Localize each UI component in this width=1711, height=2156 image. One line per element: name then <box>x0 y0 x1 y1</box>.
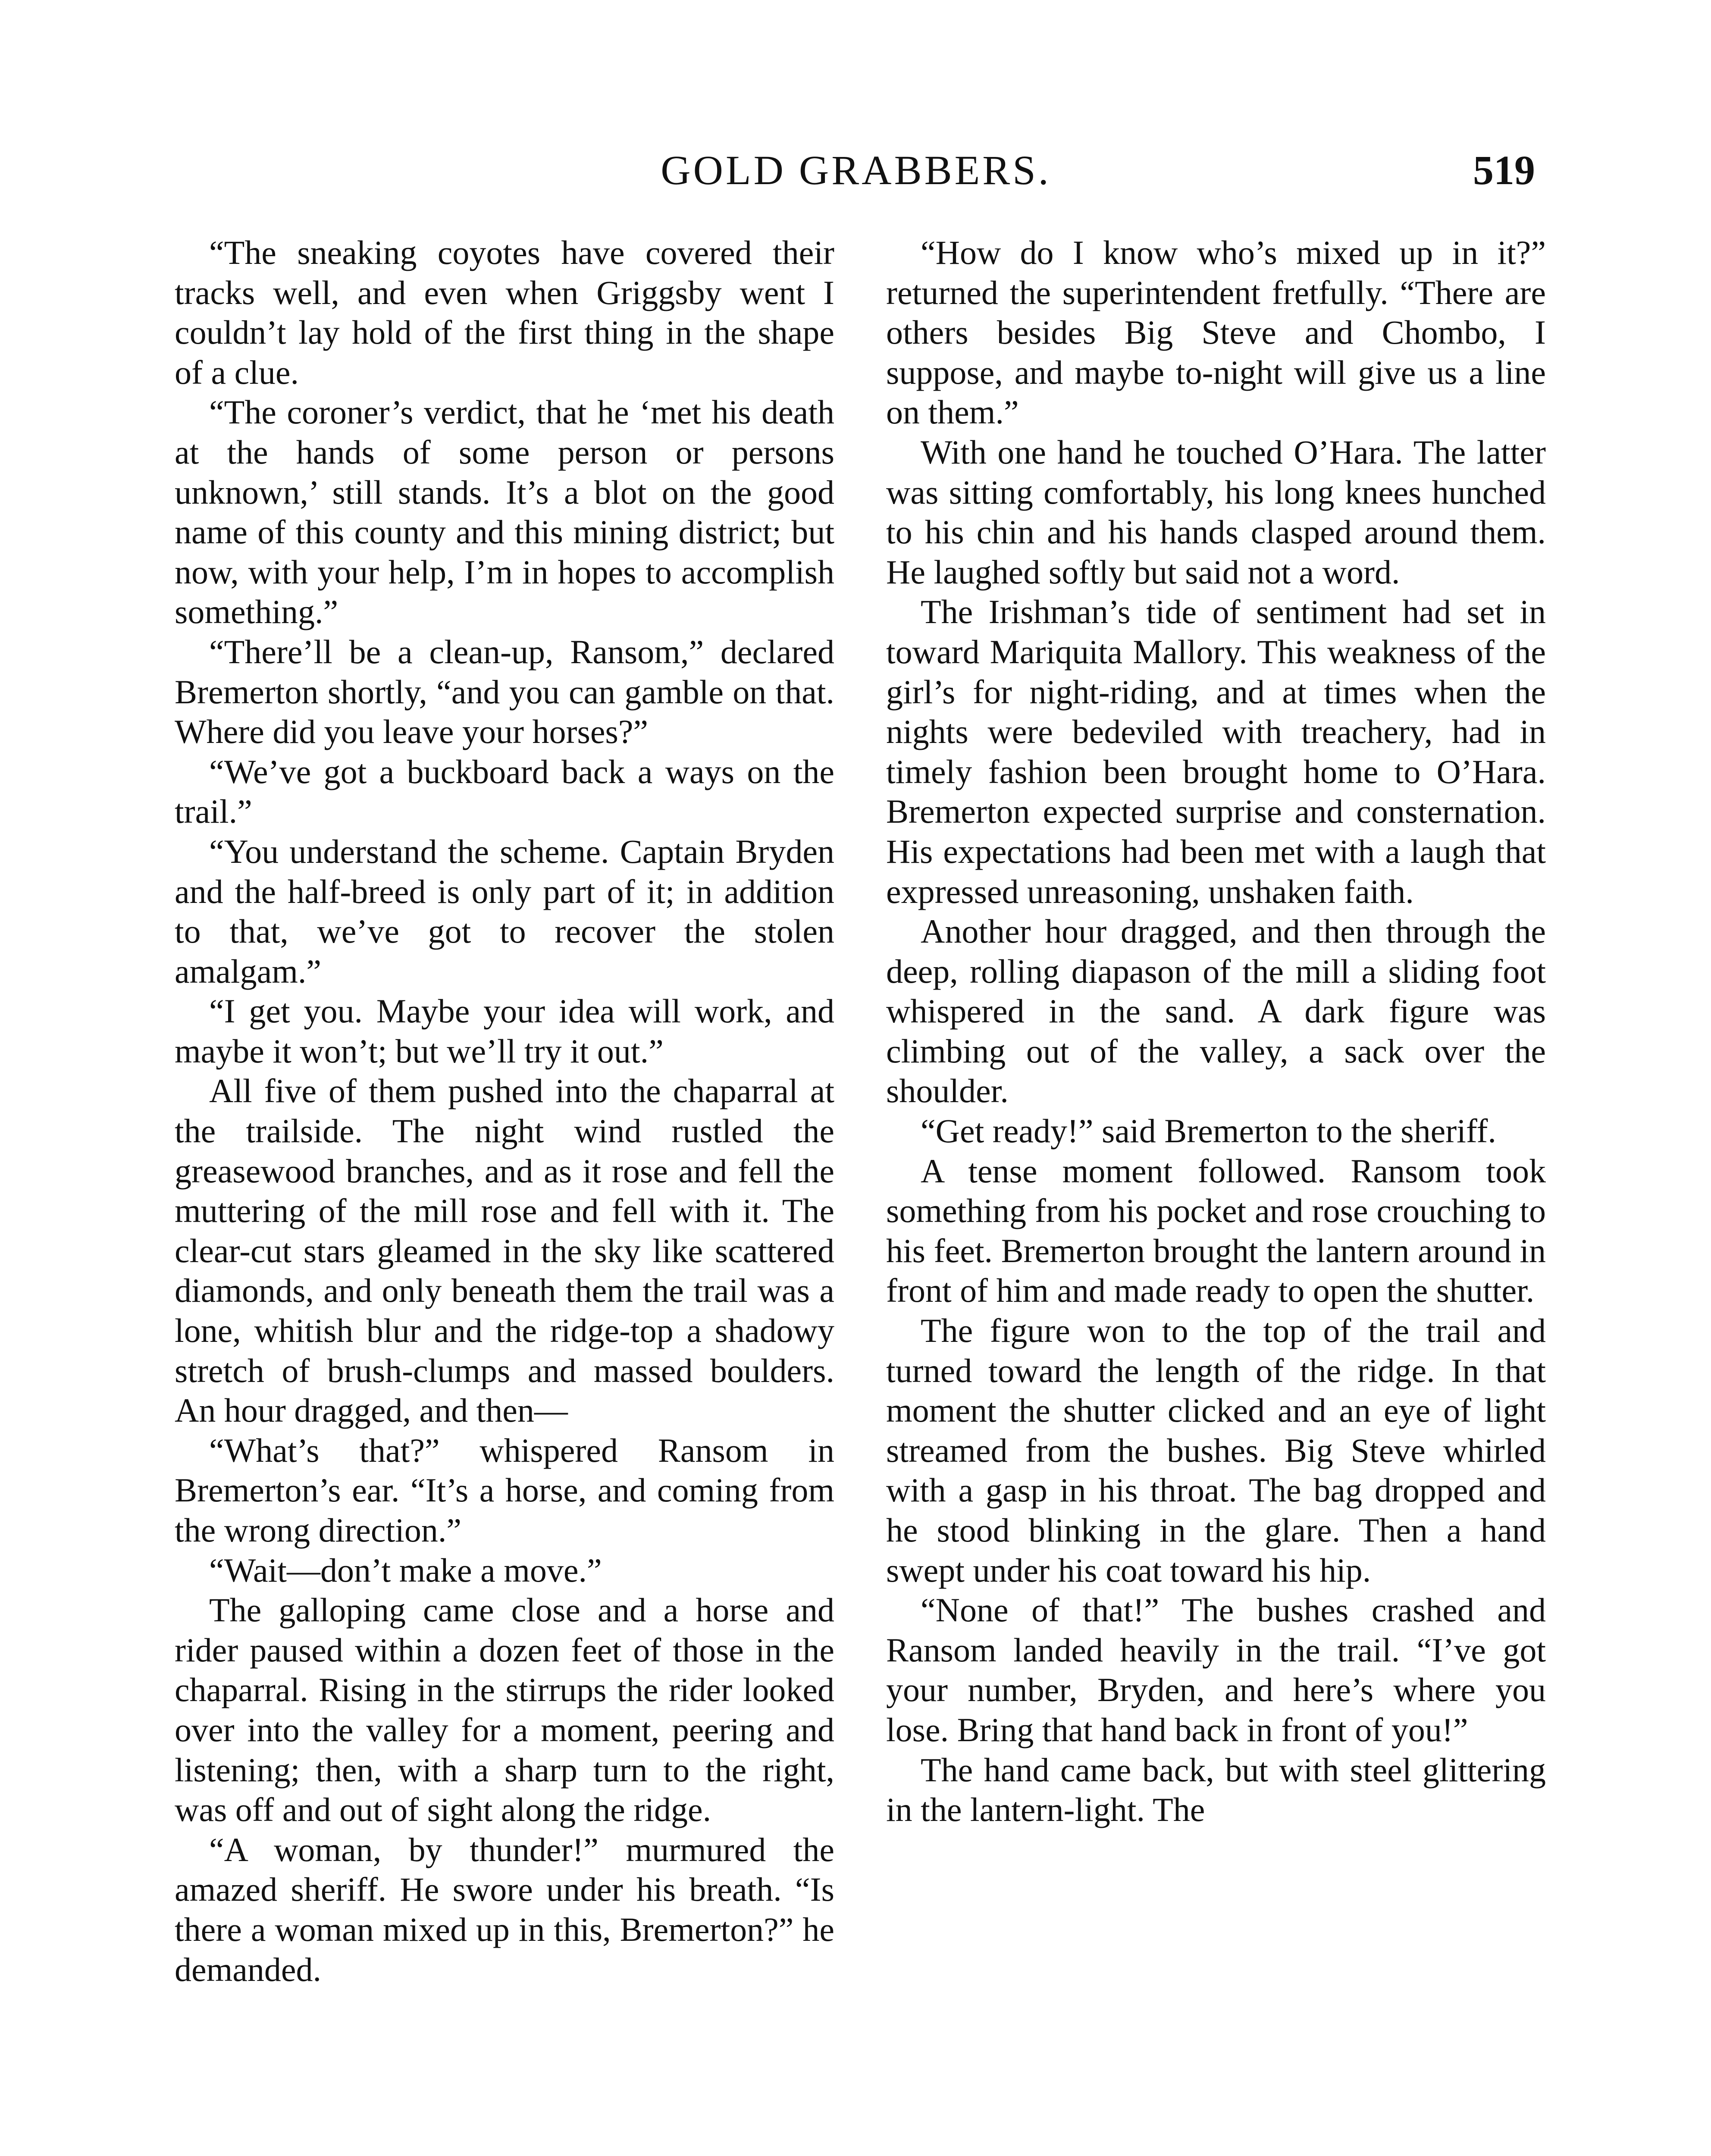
page-header <box>177 142 1535 198</box>
paragraph: The Irishman’s tide of sentiment had set in toward Mariquita Mallory. This weakness of the girl’s for night-riding, and at times when the nights were bedeviled with treachery, had in timely fashion been brought home to O’Hara. Bremerton expected surprise and consternation. His expectations had been met with a laugh that expressed unreasoning, unshaken faith. <box>886 593 1546 910</box>
right-column <box>886 233 1546 1830</box>
paragraph: “The sneaking coyotes have covered their tracks well, and even when Griggsby went I couldn’t lay hold of the first thing in the shape of a clue. <box>175 234 834 391</box>
paragraph: A tense moment followed. Ransom took something from his pocket and rose crouching to his feet. Bremerton brought the lantern around in front of him and made ready to open the shutter. <box>886 1152 1546 1310</box>
paragraph: “You understand the scheme. Captain Bryden and the half-breed is only part of it; in addition to that, we’ve got to recover the stolen amalgam.” <box>175 832 834 990</box>
paragraph: The galloping came close and a horse and rider paused within a dozen feet of those in the chaparral. Rising in the stirrups the rider looked over into the valley for a moment, peering and listening; then, with a sharp turn to the right, was off and out of sight along the ridge. <box>175 1591 834 1829</box>
left-column <box>175 233 834 1990</box>
paragraph: “There’ll be a clean-up, Ransom,” declared Bremerton shortly, “and you can gamble on that. Where did you leave your horses?” <box>175 633 834 751</box>
paragraph: The figure won to the top of the trail and turned toward the length of the ridge. In that moment the shutter clicked and an eye of light streamed from the bushes. Big Steve whirled with a gasp in his throat. The bag dropped and he stood blinking in the glare. Then a hand swept under his coat toward his hip. <box>886 1312 1546 1589</box>
paragraph: With one hand he touched O’Hara. The latter was sitting comfortably, his long knees hunched to his chin and his hands clasped around them. He laughed softly but said not a word. <box>886 433 1546 591</box>
paragraph: “Wait—don’t make a move.” <box>209 1551 602 1589</box>
page-number: 519 <box>1473 147 1535 193</box>
paragraph: Another hour dragged, and then through the deep, rolling diapason of the mill a sliding foot whispered in the sand. A dark figure was climbing out of the valley, a sack over the shoulder. <box>886 912 1546 1110</box>
paragraph: “We’ve got a buckboard back a ways on the trail.” <box>175 752 834 830</box>
running-title: GOLD GRABBERS. <box>661 147 1051 193</box>
paragraph: “The coroner’s verdict, that he ‘met his death at the hands of some person or persons unknown,’ still stands. It’s a blot on the good name of this county and this mining district; but now, with your help, I’m in hopes to accomplish something.” <box>175 393 834 631</box>
paragraph: “None of that!” The bushes crashed and Ransom landed heavily in the trail. “I’ve got your number, Bryden, and here’s where you lose. Bring that hand back in front of you!” <box>886 1591 1546 1749</box>
paragraph: All five of them pushed into the chaparral at the trailside. The night wind rustled the greasewood branches, and as it rose and fell the muttering of the mill rose and fell with it. The clear-cut stars gleamed in the sky like scattered diamonds, and only beneath them the trail was a lone, whitish blur and the ridge-top a shadowy stretch of brush-clumps and massed boulders. An hour dragged, and then— <box>175 1072 834 1429</box>
paragraph: “I get you. Maybe your idea will work, and maybe it won’t; but we’ll try it out.” <box>175 992 834 1070</box>
paragraph: “Get ready!” said Bremerton to the sheriff. <box>921 1112 1496 1150</box>
paragraph: The hand came back, but with steel glittering in the lantern-light. The <box>886 1751 1546 1829</box>
paragraph: “A woman, by thunder!” murmured the amazed sheriff. He swore under his breath. “Is there a woman mixed up in this, Bremerton?” he demanded. <box>175 1830 834 1988</box>
paragraph: “How do I know who’s mixed up in it?” returned the superintendent fretfully. “There are others besides Big Steve and Chombo, I suppose, and maybe to-night will give us a line on them.” <box>886 234 1546 431</box>
paragraph: “What’s that?” whispered Ransom in Bremerton’s ear. “It’s a horse, and coming from the wrong direction.” <box>175 1431 834 1549</box>
